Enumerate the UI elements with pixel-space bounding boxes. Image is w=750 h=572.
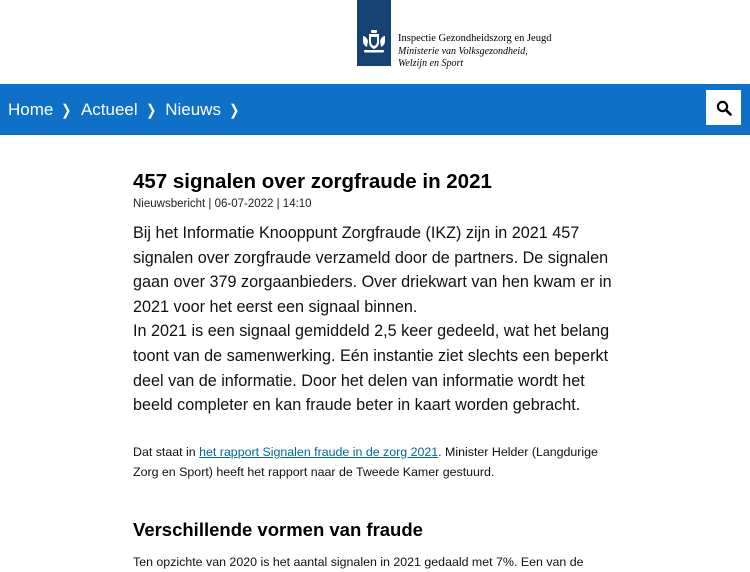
article-lead [133,221,613,418]
logo[interactable] [357,0,391,66]
logo-org-name: Inspectie Gezondheidszorg en Jeugd [398,33,552,44]
logo-ministry-line1: Ministerie van Volksgezondheid, [398,45,528,57]
article-meta: Nieuwsbericht | 06-07-2022 | 14:10 [133,198,312,210]
chevron-right-icon: ❯ [61,101,72,119]
report-link[interactable]: het rapport Signalen fraude in de zorg 2021 [199,444,439,459]
chevron-right-icon: ❯ [145,101,156,119]
search-icon [716,100,732,116]
page-title: 457 signalen over zorgfraude in 2021 [133,170,492,193]
lead-paragraph-1: Bij het Informatie Knooppunt Zorgfraude (IKZ) zijn in 2021 457 signalen over zorgfraude verzameld door de partners. De signalen gaan over 379 zorgaanbieders. Over driekwart van hen kwam er in 2021 voor het eerst een signaal binnen. [133,224,612,316]
lead-paragraph-2: In 2021 is een signaal gemiddeld 2,5 keer gedeeld, wat het belang toont van de samenwerking. Eén instantie ziet slechts een beperkt deel van de informatie. Door het delen van informatie wordt het beeld completer en kan fraude beter in kaart worden gebracht. [133,322,610,415]
logo-text[interactable] [398,33,551,71]
breadcrumb-home[interactable]: Home [8,99,54,119]
chevron-right-icon: ❯ [229,101,240,119]
navigation-bar [0,84,750,135]
search-button[interactable] [706,90,741,125]
article [133,168,613,569]
coat-of-arms-icon [361,30,387,54]
body-prefix: Dat staat in [133,444,200,459]
body-paragraph [133,442,613,482]
site-header [0,0,750,84]
body-suffix: . Minister Helder (Langdurige Zorg en Sport) heeft het rapport naar de Tweede Kamer gestuurd. [133,444,598,479]
breadcrumb-nieuws[interactable]: Nieuws [165,99,221,119]
section-paragraph: Ten opzichte van 2020 is het aantal signalen in 2021 gedaald met 7%. Een van de [133,555,584,569]
breadcrumb [8,84,249,135]
breadcrumb-actueel[interactable]: Actueel [80,99,138,119]
section-heading: Verschillende vormen van fraude [133,519,423,540]
logo-ministry-line2: Welzijn en Sport [398,58,464,69]
